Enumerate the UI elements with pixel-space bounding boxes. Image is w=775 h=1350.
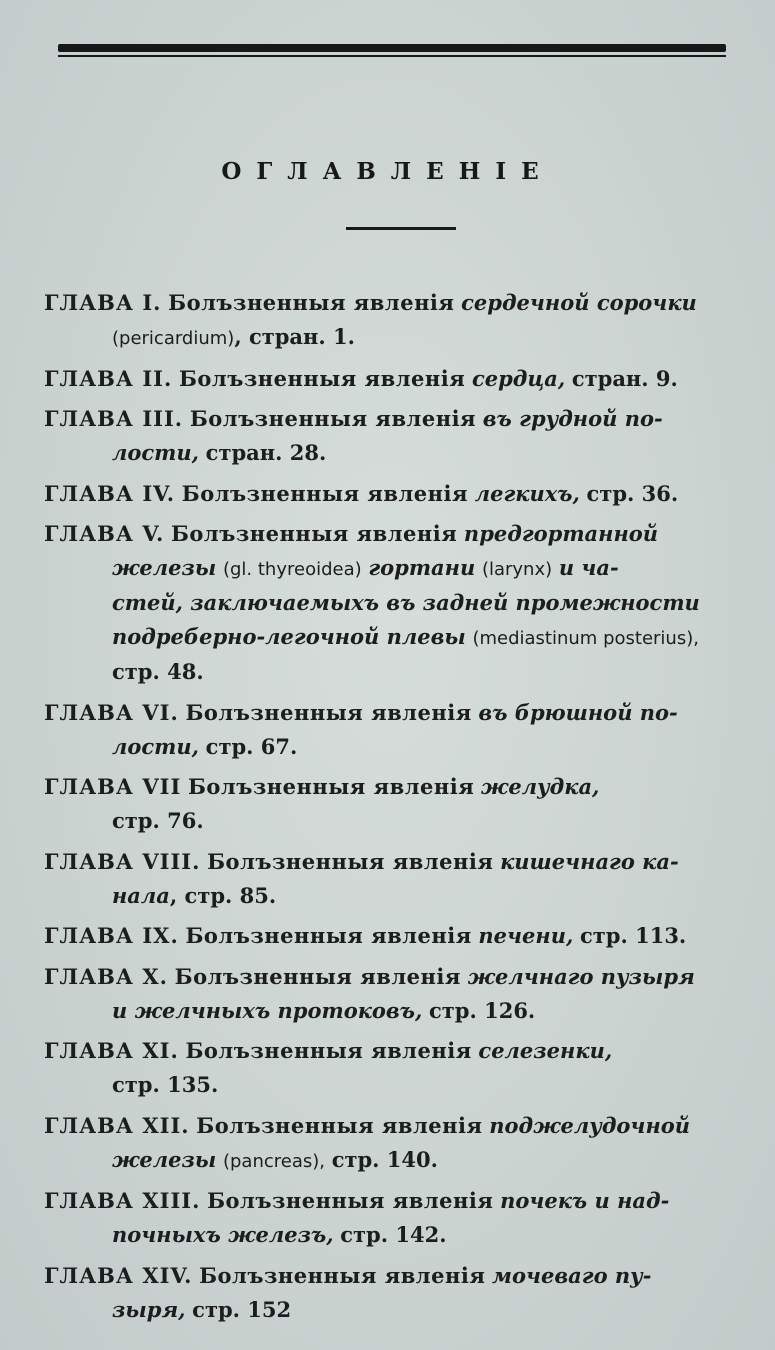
chapter-label: ГЛАВА V. bbox=[44, 521, 165, 546]
chapter-page: стр. 76. bbox=[112, 808, 204, 833]
chapter-latin: (pericardium) bbox=[112, 328, 235, 349]
chapter-page: стр. 152 bbox=[192, 1296, 292, 1322]
chapter-text: Болъзненныя явленiя bbox=[170, 521, 458, 546]
chapter-page: стр. 36. bbox=[586, 480, 679, 506]
toc-entry-3[interactable] bbox=[44, 402, 744, 470]
chapter-subject: кишечнаго ка- bbox=[500, 848, 679, 874]
chapter-subject-cont: лости, bbox=[112, 733, 199, 759]
toc-entry-10[interactable] bbox=[44, 960, 744, 1028]
chapter-page: , стран. 1. bbox=[234, 324, 355, 349]
chapter-label: ГЛАВА XII. bbox=[44, 1112, 190, 1138]
chapter-subject-cont: железы bbox=[112, 1146, 217, 1172]
chapter-text: Болъзненныя явленiя bbox=[185, 1038, 472, 1063]
chapter-label: ГЛАВА XIV. bbox=[44, 1262, 193, 1288]
toc-entry-6[interactable] bbox=[44, 696, 744, 764]
chapter-text: Болъзненныя явленiя bbox=[207, 1188, 494, 1213]
chapter-subject-cont: лости, bbox=[112, 440, 199, 465]
chapter-latin: (pancreas), bbox=[222, 1150, 325, 1172]
title-underline bbox=[346, 227, 456, 230]
chapter-subject-cont: гортани bbox=[368, 555, 476, 580]
chapter-text: Болъзненныя явленiя bbox=[199, 1262, 486, 1288]
chapter-page: стр. 113. bbox=[579, 923, 687, 948]
top-thin-rule bbox=[58, 55, 726, 57]
chapter-page: стр. 126. bbox=[428, 997, 536, 1023]
toc-entry-11[interactable] bbox=[44, 1034, 744, 1102]
chapter-subject-cont: железы bbox=[112, 555, 217, 580]
chapter-label: ГЛАВА XI. bbox=[44, 1038, 179, 1063]
toc-entry-12[interactable] bbox=[44, 1109, 744, 1178]
chapter-text: Болъзненныя явленiя bbox=[196, 1112, 483, 1138]
chapter-subject: селезенки, bbox=[478, 1038, 613, 1063]
chapter-label: ГЛАВА VII bbox=[44, 774, 182, 799]
chapter-label: ГЛАВА VI. bbox=[44, 699, 179, 725]
chapter-subject-cont: и ча- bbox=[558, 555, 619, 580]
chapter-page: , стр. 85. bbox=[169, 882, 277, 908]
chapter-subject: печени, bbox=[478, 923, 574, 948]
chapter-page: стр. 67. bbox=[205, 733, 298, 759]
chapter-text: Болъзненныя явленiя bbox=[185, 699, 472, 725]
chapter-label: ГЛАВА IV. bbox=[44, 480, 176, 506]
toc-entry-7[interactable] bbox=[44, 770, 744, 838]
chapter-text: Болъзненныя явленiя bbox=[187, 774, 475, 799]
toc-entry-2[interactable] bbox=[44, 362, 744, 396]
toc-entry-4[interactable] bbox=[44, 477, 744, 511]
chapter-text: Болъзненныя явленiя bbox=[174, 963, 461, 989]
chapter-text: Болъзненныя явленiя bbox=[178, 365, 466, 391]
chapter-subject: сердечной сорочки bbox=[461, 290, 697, 315]
chapter-label: ГЛАВА III. bbox=[44, 406, 184, 431]
chapter-subject: мочеваго пу- bbox=[492, 1262, 652, 1288]
chapter-text: Болъзненныя явленiя bbox=[189, 406, 477, 431]
chapter-page: стр. 135. bbox=[112, 1072, 219, 1097]
top-double-rule bbox=[58, 44, 726, 52]
chapter-text: Болъзненныя явленiя bbox=[207, 848, 494, 874]
chapter-subject: желчнаго пузыря bbox=[467, 963, 695, 989]
chapter-subject: предгортанной bbox=[463, 521, 659, 546]
chapter-subject-cont: стей, заключаемыхъ въ задней промежности bbox=[112, 590, 700, 615]
chapter-page: стран. 28. bbox=[205, 440, 327, 465]
chapter-subject: почекъ и над- bbox=[500, 1188, 670, 1213]
toc-entry-13[interactable] bbox=[44, 1184, 744, 1252]
chapter-subject-cont: подреберно-легочной плевы bbox=[112, 624, 466, 649]
chapter-label: ГЛАВА II. bbox=[44, 365, 173, 391]
chapter-label: ГЛАВА X. bbox=[44, 963, 168, 989]
chapter-subject-cont: почныхъ железъ, bbox=[112, 1222, 334, 1247]
chapter-page: стр. 140. bbox=[331, 1146, 438, 1172]
toc-entry-8[interactable] bbox=[44, 845, 744, 913]
chapter-page: стр. 48. bbox=[112, 659, 204, 684]
chapter-subject: легкихъ, bbox=[474, 480, 580, 506]
chapter-latin: (mediastinum posterius), bbox=[472, 628, 699, 649]
chapter-text: Болъзненныя явленiя bbox=[185, 923, 472, 948]
chapter-page: стран. 9. bbox=[571, 365, 678, 391]
chapter-subject-cont: и желчныхъ протоковъ, bbox=[112, 997, 423, 1023]
table-of-contents bbox=[44, 286, 744, 1333]
chapter-subject: въ грудной по- bbox=[482, 406, 663, 431]
chapter-subject: сердца, bbox=[471, 365, 566, 391]
chapter-text: Болъзненныя явленiя bbox=[168, 290, 455, 315]
toc-entry-14[interactable] bbox=[44, 1259, 744, 1327]
chapter-label: ГЛАВА XIII. bbox=[44, 1188, 201, 1213]
chapter-label: ГЛАВА IX. bbox=[44, 923, 179, 948]
toc-entry-9[interactable] bbox=[44, 919, 744, 953]
chapter-latin: (gl. thyreoidea) bbox=[222, 559, 362, 580]
chapter-subject: желудка, bbox=[480, 774, 600, 799]
page-title: ОГЛАВЛЕНIЕ bbox=[221, 158, 554, 185]
chapter-label: ГЛАВА VIII. bbox=[44, 848, 201, 874]
toc-entry-1[interactable] bbox=[44, 286, 744, 355]
chapter-subject: въ брюшной по- bbox=[478, 699, 678, 725]
chapter-page: стр. 142. bbox=[340, 1222, 447, 1247]
toc-entry-5[interactable] bbox=[44, 517, 744, 689]
chapter-subject-cont: нала bbox=[112, 882, 170, 908]
chapter-subject: поджелудочной bbox=[489, 1112, 691, 1138]
chapter-text: Болъзненныя явленiя bbox=[181, 480, 469, 506]
chapter-label: ГЛАВА I. bbox=[44, 290, 162, 315]
chapter-subject-cont: зыря, bbox=[112, 1296, 186, 1322]
chapter-latin: (larynx) bbox=[481, 559, 553, 580]
